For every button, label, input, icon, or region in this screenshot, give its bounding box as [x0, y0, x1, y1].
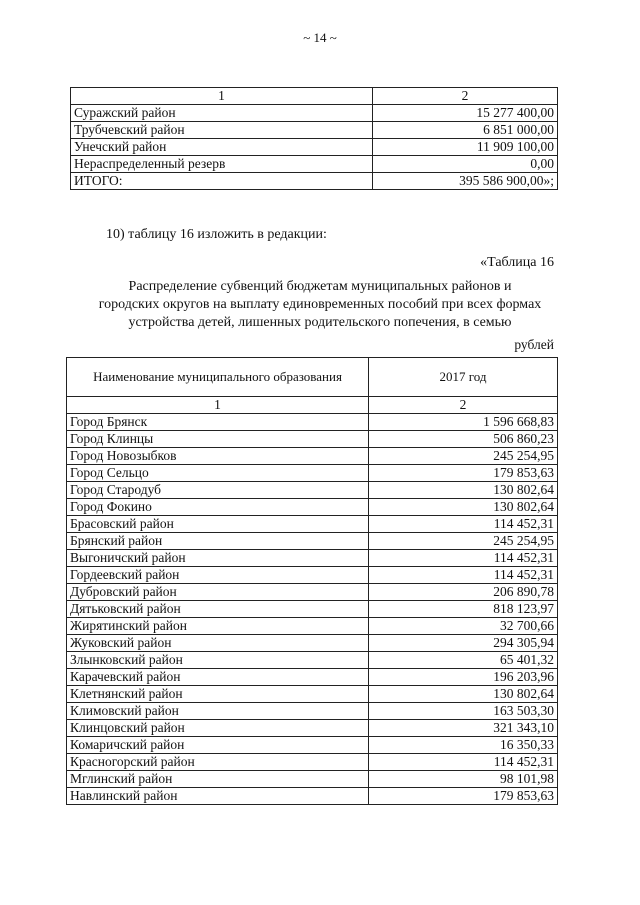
unit-label: рублей: [514, 337, 554, 352]
municipality-name: Клинцовский район: [67, 720, 369, 737]
column-number-1: 1: [71, 88, 373, 105]
municipality-name: Город Фокино: [67, 499, 369, 516]
column-number-2: 2: [373, 88, 558, 105]
table-row: [67, 499, 558, 516]
municipality-name: Трубчевский район: [71, 122, 373, 139]
municipality-name: Дубровский район: [67, 584, 369, 601]
amount-value: 15 277 400,00: [373, 105, 558, 122]
table-row: [67, 618, 558, 635]
header-municipality: Наименование муниципального образования: [67, 358, 369, 397]
table-row: [67, 516, 558, 533]
table-title-line-3: устройства детей, лишенных родительского попечения, в семью: [128, 315, 512, 330]
table-row: [71, 139, 558, 156]
municipality-name: Красногорский район: [67, 754, 369, 771]
table-row: [71, 105, 558, 122]
amount-value: 321 343,10: [369, 720, 558, 737]
municipality-name: Навлинский район: [67, 788, 369, 805]
amount-value: 206 890,78: [369, 584, 558, 601]
municipality-name: Карачевский район: [67, 669, 369, 686]
amount-value: 11 909 100,00: [373, 139, 558, 156]
table-row: [67, 635, 558, 652]
header-year: 2017 год: [369, 358, 558, 397]
amount-value: 114 452,31: [369, 754, 558, 771]
municipality-name: Мглинский район: [67, 771, 369, 788]
municipality-name: Выгоничский район: [67, 550, 369, 567]
municipality-name: Город Сельцо: [67, 465, 369, 482]
table-title-line-2: городских округов на выплату единовременных пособий при всех формах: [98, 297, 542, 312]
amount-value: 130 802,64: [369, 686, 558, 703]
table-row: [67, 584, 558, 601]
table-row: [67, 482, 558, 499]
continuation-table: [70, 87, 558, 190]
table-row: [67, 465, 558, 482]
amount-value: 1 596 668,83: [369, 414, 558, 431]
table-number-label: «Таблица 16: [480, 255, 554, 270]
header-row: [67, 358, 558, 397]
amount-value: 32 700,66: [369, 618, 558, 635]
municipality-name: Город Брянск: [67, 414, 369, 431]
municipality-name: Климовский район: [67, 703, 369, 720]
table-row: [71, 156, 558, 173]
table-row: [67, 533, 558, 550]
table-row: [67, 414, 558, 431]
column-number-2: 2: [369, 397, 558, 414]
subvention-table-body: [67, 358, 558, 805]
municipality-name: Гордеевский район: [67, 567, 369, 584]
table-row: [67, 567, 558, 584]
municipality-name: Унечский район: [71, 139, 373, 156]
amount-value: 114 452,31: [369, 550, 558, 567]
table-title-line-1: Распределение субвенций бюджетам муниципальных районов и: [128, 279, 512, 294]
municipality-name: Брянский район: [67, 533, 369, 550]
amount-value: 395 586 900,00»;: [373, 173, 558, 190]
municipality-name: Брасовский район: [67, 516, 369, 533]
amount-value: 163 503,30: [369, 703, 558, 720]
table-row: [67, 669, 558, 686]
municipality-name: Город Стародуб: [67, 482, 369, 499]
amount-value: 179 853,63: [369, 465, 558, 482]
table-row: [67, 448, 558, 465]
subvention-table: [66, 357, 558, 805]
column-number-row: [71, 88, 558, 105]
municipality-name: Город Клинцы: [67, 431, 369, 448]
table-row: [67, 703, 558, 720]
amount-value: 130 802,64: [369, 499, 558, 516]
amount-value: 114 452,31: [369, 516, 558, 533]
amount-value: 179 853,63: [369, 788, 558, 805]
table-row: [67, 737, 558, 754]
column-number-row: [67, 397, 558, 414]
table-row: [67, 788, 558, 805]
table-row: [67, 720, 558, 737]
table-row: [67, 431, 558, 448]
amount-value: 130 802,64: [369, 482, 558, 499]
table-row: [71, 173, 558, 190]
instruction-text: 10) таблицу 16 изложить в редакции:: [106, 227, 327, 242]
table-row: [67, 550, 558, 567]
continuation-table-body: [71, 88, 558, 190]
table-row: [67, 601, 558, 618]
municipality-name: Жирятинский район: [67, 618, 369, 635]
amount-value: 506 860,23: [369, 431, 558, 448]
amount-value: 6 851 000,00: [373, 122, 558, 139]
municipality-name: Злынковский район: [67, 652, 369, 669]
table-row: [67, 652, 558, 669]
municipality-name: Клетнянский район: [67, 686, 369, 703]
amount-value: 196 203,96: [369, 669, 558, 686]
table-row: [71, 122, 558, 139]
amount-value: 0,00: [373, 156, 558, 173]
amount-value: 245 254,95: [369, 533, 558, 550]
municipality-name: Комаричский район: [67, 737, 369, 754]
amount-value: 818 123,97: [369, 601, 558, 618]
amount-value: 65 401,32: [369, 652, 558, 669]
column-number-1: 1: [67, 397, 369, 414]
municipality-name: Дятьковский район: [67, 601, 369, 618]
page-number: ~ 14 ~: [303, 30, 337, 45]
amount-value: 114 452,31: [369, 567, 558, 584]
table-row: [67, 686, 558, 703]
amount-value: 16 350,33: [369, 737, 558, 754]
municipality-name: Суражский район: [71, 105, 373, 122]
municipality-name: Нераспределенный резерв: [71, 156, 373, 173]
amount-value: 98 101,98: [369, 771, 558, 788]
municipality-name: ИТОГО:: [71, 173, 373, 190]
amount-value: 294 305,94: [369, 635, 558, 652]
amount-value: 245 254,95: [369, 448, 558, 465]
municipality-name: Жуковский район: [67, 635, 369, 652]
municipality-name: Город Новозыбков: [67, 448, 369, 465]
table-row: [67, 771, 558, 788]
table-row: [67, 754, 558, 771]
table-title: [60, 278, 580, 332]
